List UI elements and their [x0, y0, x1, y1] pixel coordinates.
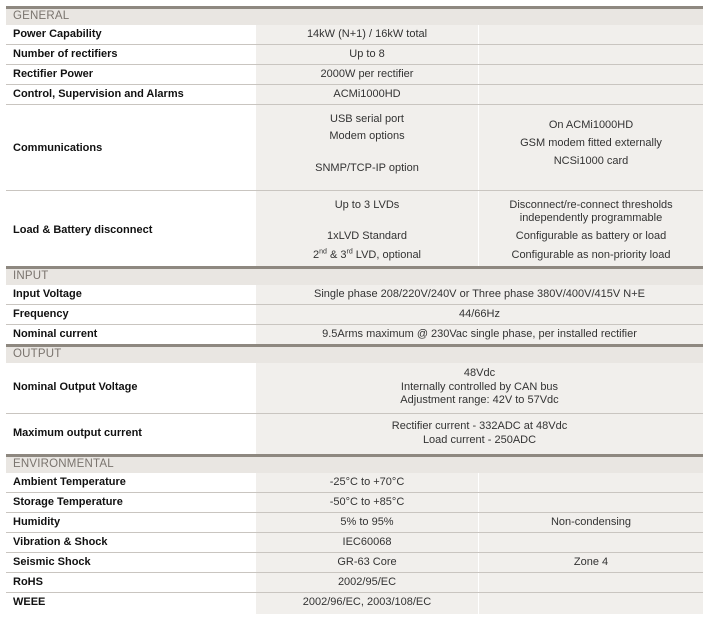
row-value: -25°C to +70°C	[329, 476, 405, 488]
row-label: WEEE	[13, 596, 46, 608]
value-cell	[256, 493, 478, 512]
note-cell	[479, 533, 703, 552]
empty-cell	[479, 85, 703, 104]
row-value: Configurable as non-priority load	[511, 249, 671, 261]
value-cell	[256, 473, 478, 492]
section-title: INPUT	[13, 270, 49, 282]
row-value: Adjustment range: 42V to 57Vdc	[400, 394, 559, 406]
spec-row-power-capability	[6, 25, 703, 45]
value-cell	[256, 513, 478, 532]
note-cell	[479, 593, 703, 614]
empty-cell	[479, 25, 703, 44]
value-cell	[256, 325, 703, 344]
section-title: ENVIRONMENTAL	[13, 458, 114, 470]
row-value: Configurable as battery or load	[515, 230, 667, 242]
section-header-general	[6, 6, 703, 25]
spec-row-weee	[6, 593, 703, 614]
row-value: Internally controlled by CAN bus	[400, 381, 559, 393]
row-value: 2000W per rectifier	[320, 68, 414, 80]
spec-sheet	[6, 6, 703, 614]
spec-row-rohs	[6, 573, 703, 593]
row-value: Rectifier current - 332ADC at 48Vdc	[391, 420, 568, 432]
row-label: Ambient Temperature	[13, 476, 126, 488]
value-cell	[256, 191, 478, 266]
section-title: OUTPUT	[13, 348, 62, 360]
empty-cell	[479, 65, 703, 84]
section-header-environmental	[6, 454, 703, 473]
row-value: 5% to 95%	[340, 516, 394, 528]
value-cell	[256, 305, 703, 324]
spec-row-nominal-output-voltage	[6, 363, 703, 414]
row-value: Modem options	[329, 130, 405, 142]
row-label: Seismic Shock	[13, 556, 91, 568]
row-value: independently programmable	[519, 212, 663, 224]
value-cell	[256, 573, 478, 592]
row-value: 2002/96/EC, 2003/108/EC	[302, 596, 432, 608]
row-value: GR-63 Core	[337, 556, 397, 568]
row-value: USB serial port	[330, 113, 404, 125]
spec-row-control	[6, 85, 703, 105]
value-cell	[479, 105, 703, 190]
row-label: Maximum output current	[13, 427, 142, 439]
row-label: Nominal Output Voltage	[13, 381, 138, 393]
spec-row-load-battery-disconnect	[6, 191, 703, 266]
value-cell	[256, 593, 478, 614]
empty-cell	[479, 45, 703, 64]
value-cell	[256, 414, 703, 454]
spec-row-ambient-temperature	[6, 473, 703, 493]
row-value: SNMP/TCP-IP option	[315, 162, 419, 174]
spec-row-vibration-shock	[6, 533, 703, 553]
row-label: Load & Battery disconnect	[13, 224, 153, 236]
note-cell	[479, 493, 703, 512]
row-value: On ACMi1000HD	[548, 119, 634, 131]
row-label: Communications	[13, 142, 103, 154]
section-title: GENERAL	[13, 10, 70, 22]
section-header-input	[6, 266, 703, 285]
spec-row-rectifier-power	[6, 65, 703, 85]
row-value: Up to 8	[349, 48, 385, 60]
value-cell	[256, 105, 478, 190]
spec-row-maximum-output-current	[6, 414, 703, 454]
row-label: RoHS	[13, 576, 43, 588]
row-value: Disconnect/re-connect thresholds	[509, 199, 673, 211]
note-cell	[479, 573, 703, 592]
row-value: 1xLVD Standard	[327, 230, 407, 242]
value-cell	[256, 85, 478, 104]
note-cell	[479, 553, 703, 572]
value-cell	[256, 285, 703, 304]
spec-row-storage-temperature	[6, 493, 703, 513]
row-label: Vibration & Shock	[13, 536, 108, 548]
spec-row-communications	[6, 105, 703, 191]
row-label: Number of rectifiers	[13, 48, 118, 60]
row-label: Control, Supervision and Alarms	[13, 88, 184, 100]
row-label: Rectifier Power	[13, 68, 94, 80]
row-value: GSM modem fitted externally	[520, 137, 662, 149]
row-value: -50°C to +85°C	[329, 496, 405, 508]
spec-row-humidity	[6, 513, 703, 533]
row-value: 14kW (N+1) / 16kW total	[306, 28, 428, 40]
value-cell	[256, 65, 478, 84]
row-value: NCSi1000 card	[553, 155, 629, 167]
row-value: Single phase 208/220V/240V or Three phase 380V/400V/415V N+E	[314, 288, 645, 300]
row-label: Frequency	[13, 308, 69, 320]
row-label: Nominal current	[13, 328, 98, 340]
value-cell	[256, 25, 478, 44]
spec-row-number-of-rectifiers	[6, 45, 703, 65]
row-note: Zone 4	[573, 556, 609, 568]
row-label: Power Capability	[13, 28, 102, 40]
row-value: 44/66Hz	[459, 308, 500, 320]
value-cell	[256, 533, 478, 552]
row-note: Non-condensing	[550, 516, 632, 528]
value-cell	[256, 363, 703, 413]
spec-row-seismic-shock	[6, 553, 703, 573]
row-value: Load current - 250ADC	[422, 434, 537, 446]
value-cell	[479, 191, 703, 266]
spec-row-input-voltage	[6, 285, 703, 305]
note-cell	[479, 473, 703, 492]
spec-row-nominal-current	[6, 325, 703, 344]
row-value: 9.5Arms maximum @ 230Vac single phase, per installed rectifier	[322, 328, 637, 340]
row-value: 2002/95/EC	[337, 576, 397, 588]
value-cell	[256, 553, 478, 572]
row-label: Humidity	[13, 516, 61, 528]
row-label: Storage Temperature	[13, 496, 123, 508]
row-value: IEC60068	[342, 536, 392, 548]
value-cell	[256, 45, 478, 64]
row-value: 48Vdc	[463, 367, 496, 379]
spec-row-frequency	[6, 305, 703, 325]
row-label: Input Voltage	[13, 288, 82, 300]
row-value: ACMi1000HD	[333, 88, 401, 100]
row-value: Up to 3 LVDs	[334, 199, 400, 211]
row-value-lvd-optional: 2nd & 3rd LVD, optional	[312, 248, 422, 261]
note-cell	[479, 513, 703, 532]
section-header-output	[6, 344, 703, 363]
